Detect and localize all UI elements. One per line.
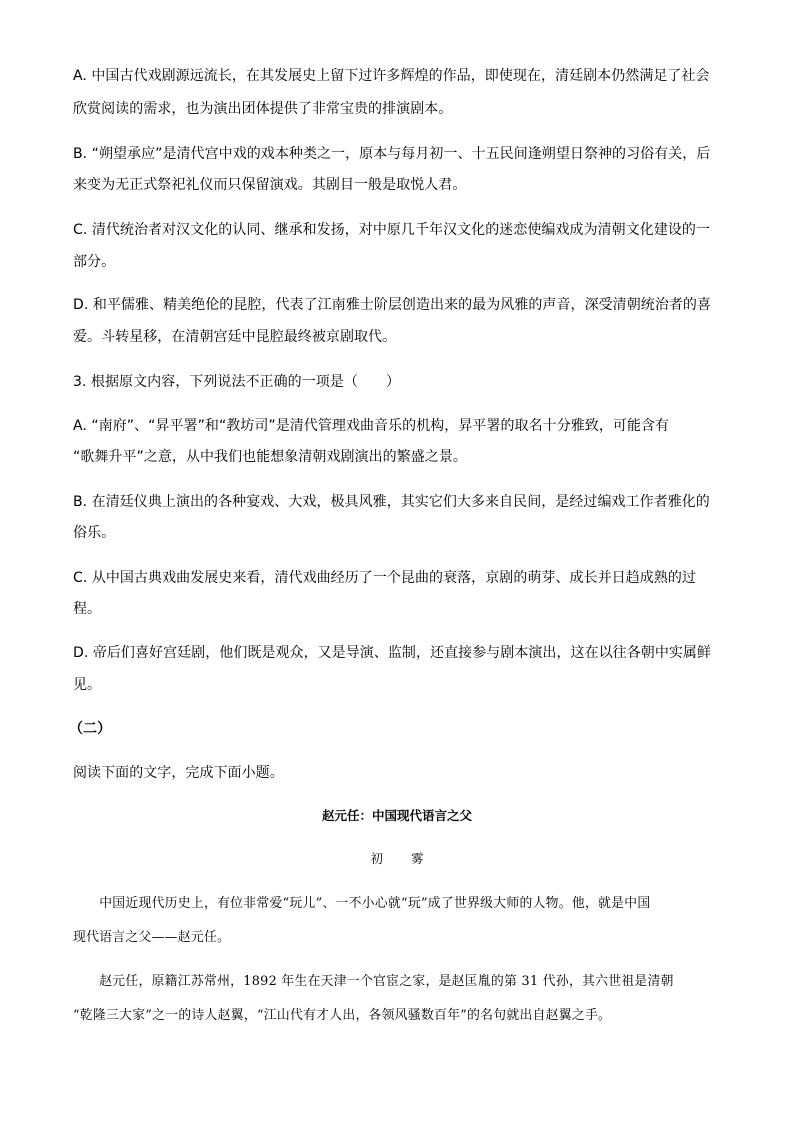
q3-option-c-line-2: 程。 xyxy=(73,601,102,617)
option-d-line-1: D. 和平儒雅、精美绝伦的昆腔，代表了江南雅士阶层创造出来的最为风雅的声音，深受清朝统治者的喜 xyxy=(73,297,712,313)
article-paragraph-2-line-1: 赵元任，原籍江苏常州，1892 年生在天津一个官宦之家，是赵匡胤的第 31 代孙，其六世祖是清朝 xyxy=(73,974,674,989)
q3-option-d-line-1: D. 帝后们喜好宫廷剧，他们既是观众，又是导演、监制，还直接参与剧本演出，这在以往各朝中实属鲜 xyxy=(73,645,712,661)
article-author: 初 雾 xyxy=(370,851,436,866)
article-paragraph-1-line-1: 中国近现代历史上，有位非常爱“玩儿”、一不小心就“玩”成了世界级大师的人物。他，就是中国 xyxy=(73,896,651,911)
article-title: 赵元任：中国现代语言之父 xyxy=(321,808,472,823)
option-c-line-2: 部分。 xyxy=(73,254,116,270)
q3-option-b-line-2: 俗乐。 xyxy=(73,525,116,541)
option-b-line-1: B. “朔望承应”是清代宫中戏的戏本种类之一，原本与每月初一、十五民间逢朔望日祭神的习俗有关，后 xyxy=(73,146,711,162)
q3-option-c-line-1: C. 从中国古典戏曲发展史来看，清代戏曲经历了一个昆曲的衰落，京剧的萌芽、成长并日趋成熟的过 xyxy=(73,570,696,586)
article-paragraph-1-line-2: 现代语言之父——赵元任。 xyxy=(73,930,231,945)
q3-option-a-line-2: “歌舞升平”之意，从中我们也能想象清朝戏剧演出的繁盛之景。 xyxy=(73,449,467,465)
option-d-line-2: 爱。斗转星移，在清朝宫廷中昆腔最终被京剧取代。 xyxy=(73,329,397,345)
option-a-line-1: A. 中国古代戏剧源远流长，在其发展史上留下过许多辉煌的作品，即使现在，清廷剧本仍然满足了社会 xyxy=(73,68,710,84)
q3-option-b-line-1: B. 在清廷仪典上演出的各种宴戏、大戏，极具风雅，其实它们大多来自民间，是经过编戏工作者雅化的 xyxy=(73,494,710,510)
section-instruction: 阅读下面的文字，完成下面小题。 xyxy=(73,765,284,781)
option-a-line-2: 欣赏阅读的需求，也为演出团体提供了非常宝贵的排演剧本。 xyxy=(73,101,453,117)
option-b-line-2: 来变为无正式祭祀礼仪而只保留演戏。其剧目一般是取悦人君。 xyxy=(73,177,467,193)
q3-option-d-line-2: 见。 xyxy=(73,677,102,693)
option-c-line-1: C. 清代统治者对汉文化的认同、继承和发扬，对中原几千年汉文化的迷恋使编戏成为清朝文化建设的一 xyxy=(73,222,711,238)
article-paragraph-2-line-2: “乾隆三大家”之一的诗人赵翼，“江山代有才人出，各领风骚数百年”的名句就出自赵翼之手。 xyxy=(73,1008,612,1023)
q3-option-a-line-1: A. “南府”、“昇平署”和“教坊司”是清代管理戏曲音乐的机构，昇平署的取名十分雅致，可能含有 xyxy=(73,418,670,434)
question-3-stem: 3. 根据原文内容，下列说法不正确的一项是（ ） xyxy=(73,374,401,390)
section-heading: （二） xyxy=(69,721,112,737)
